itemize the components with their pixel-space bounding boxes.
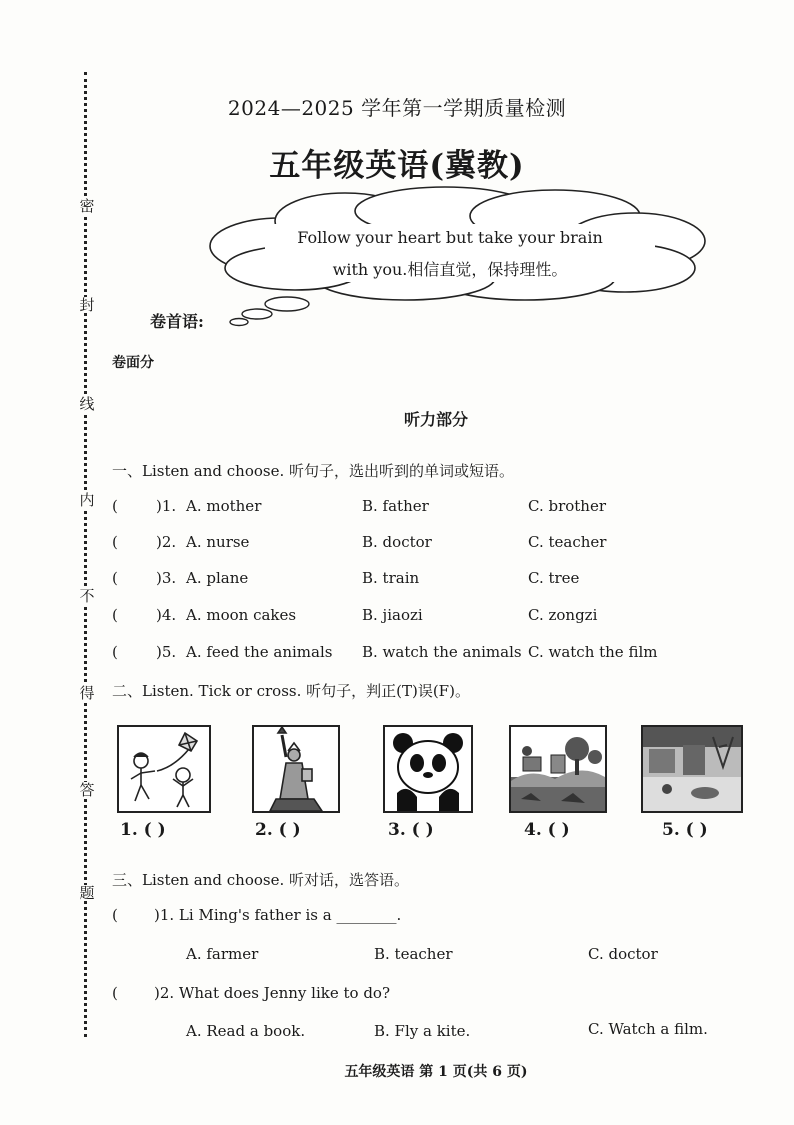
kite-kids-picture bbox=[117, 725, 211, 813]
question-number: )3. bbox=[156, 569, 177, 587]
binding-char: 不 bbox=[79, 587, 95, 605]
part2-title: 二、Listen. Tick or cross. 听句子，判正(T)误(F)。 bbox=[112, 682, 470, 700]
option-c: C. zongzi bbox=[528, 606, 598, 624]
option-c: C. teacher bbox=[528, 533, 607, 551]
question-number: )2. bbox=[156, 533, 177, 551]
option-a: A. mother bbox=[186, 497, 262, 515]
question-row bbox=[112, 606, 752, 626]
answer-paren[interactable]: ( bbox=[112, 606, 118, 624]
picture-answer-4[interactable]: 4. ( ) bbox=[524, 820, 570, 840]
option-b: B. doctor bbox=[362, 533, 432, 551]
option-b: B. train bbox=[362, 569, 420, 587]
option-b: B. jiaozi bbox=[362, 606, 423, 624]
part3-title: 三、Listen and choose. 听对话，选答语。 bbox=[112, 871, 409, 889]
answer-paren[interactable]: ( bbox=[112, 643, 118, 661]
binding-char: 题 bbox=[79, 884, 95, 902]
picture-answer-2[interactable]: 2. ( ) bbox=[255, 820, 301, 840]
panda-picture bbox=[383, 725, 473, 813]
snow-scene-picture bbox=[641, 725, 743, 813]
page-footer: 五年级英语 第 1 页(共 6 页) bbox=[344, 1064, 528, 1080]
question-number: )1. bbox=[156, 497, 177, 515]
option-a: A. moon cakes bbox=[186, 606, 297, 624]
option-a: A. farmer bbox=[186, 945, 259, 963]
neatness-score-label: 卷面分 bbox=[112, 355, 154, 371]
answer-paren[interactable]: ( bbox=[112, 533, 118, 551]
question-stem: )1. Li Ming's father is a ________. bbox=[154, 906, 402, 924]
option-c: C. doctor bbox=[588, 945, 658, 963]
answer-paren[interactable]: ( bbox=[112, 906, 118, 924]
option-a: A. plane bbox=[186, 569, 249, 587]
question-row bbox=[112, 533, 752, 553]
motto-line-1: Follow your heart but take your brain bbox=[297, 228, 603, 247]
exam-title: 五年级英语(冀教) bbox=[269, 148, 525, 184]
statue-of-liberty-picture bbox=[252, 725, 340, 813]
option-b: B. watch the animals bbox=[362, 643, 522, 661]
question-number: )4. bbox=[156, 606, 177, 624]
binding-char: 内 bbox=[79, 491, 95, 509]
picture-answer-3[interactable]: 3. ( ) bbox=[388, 820, 434, 840]
answer-paren[interactable]: ( bbox=[112, 984, 118, 1002]
option-a: A. nurse bbox=[186, 533, 250, 551]
binding-char: 封 bbox=[79, 296, 95, 314]
farm-picture bbox=[509, 725, 607, 813]
option-c: C. brother bbox=[528, 497, 607, 515]
listening-section-title: 听力部分 bbox=[403, 410, 468, 429]
option-a: A. Read a book. bbox=[186, 1022, 306, 1040]
option-c: C. tree bbox=[528, 569, 580, 587]
option-b: B. father bbox=[362, 497, 429, 515]
answer-paren[interactable]: ( bbox=[112, 569, 118, 587]
question-row bbox=[112, 643, 752, 663]
binding-char: 线 bbox=[79, 395, 95, 413]
option-b: B. Fly a kite. bbox=[374, 1022, 471, 1040]
option-c: C. watch the film bbox=[528, 643, 658, 661]
option-c: C. Watch a film. bbox=[588, 1020, 708, 1038]
motto-line-2: with you.相信直觉，保持理性。 bbox=[332, 260, 568, 279]
binding-char: 密 bbox=[79, 197, 95, 215]
answer-paren[interactable]: ( bbox=[112, 497, 118, 515]
question-row bbox=[112, 497, 752, 517]
binding-char: 得 bbox=[79, 684, 95, 702]
binding-char: 答 bbox=[79, 781, 95, 799]
question-stem: )2. What does Jenny like to do? bbox=[154, 984, 391, 1002]
option-a: A. feed the animals bbox=[186, 643, 333, 661]
part1-title: 一、Listen and choose. 听句子，选出听到的单词或短语。 bbox=[112, 462, 514, 480]
motto-label: 卷首语: bbox=[150, 312, 204, 331]
picture-answer-5[interactable]: 5. ( ) bbox=[662, 820, 708, 840]
picture-answer-1[interactable]: 1. ( ) bbox=[120, 820, 166, 840]
question-row bbox=[112, 569, 752, 589]
exam-term: 2024—2025 学年第一学期质量检测 bbox=[227, 96, 567, 120]
option-b: B. teacher bbox=[374, 945, 453, 963]
question-number: )5. bbox=[156, 643, 177, 661]
